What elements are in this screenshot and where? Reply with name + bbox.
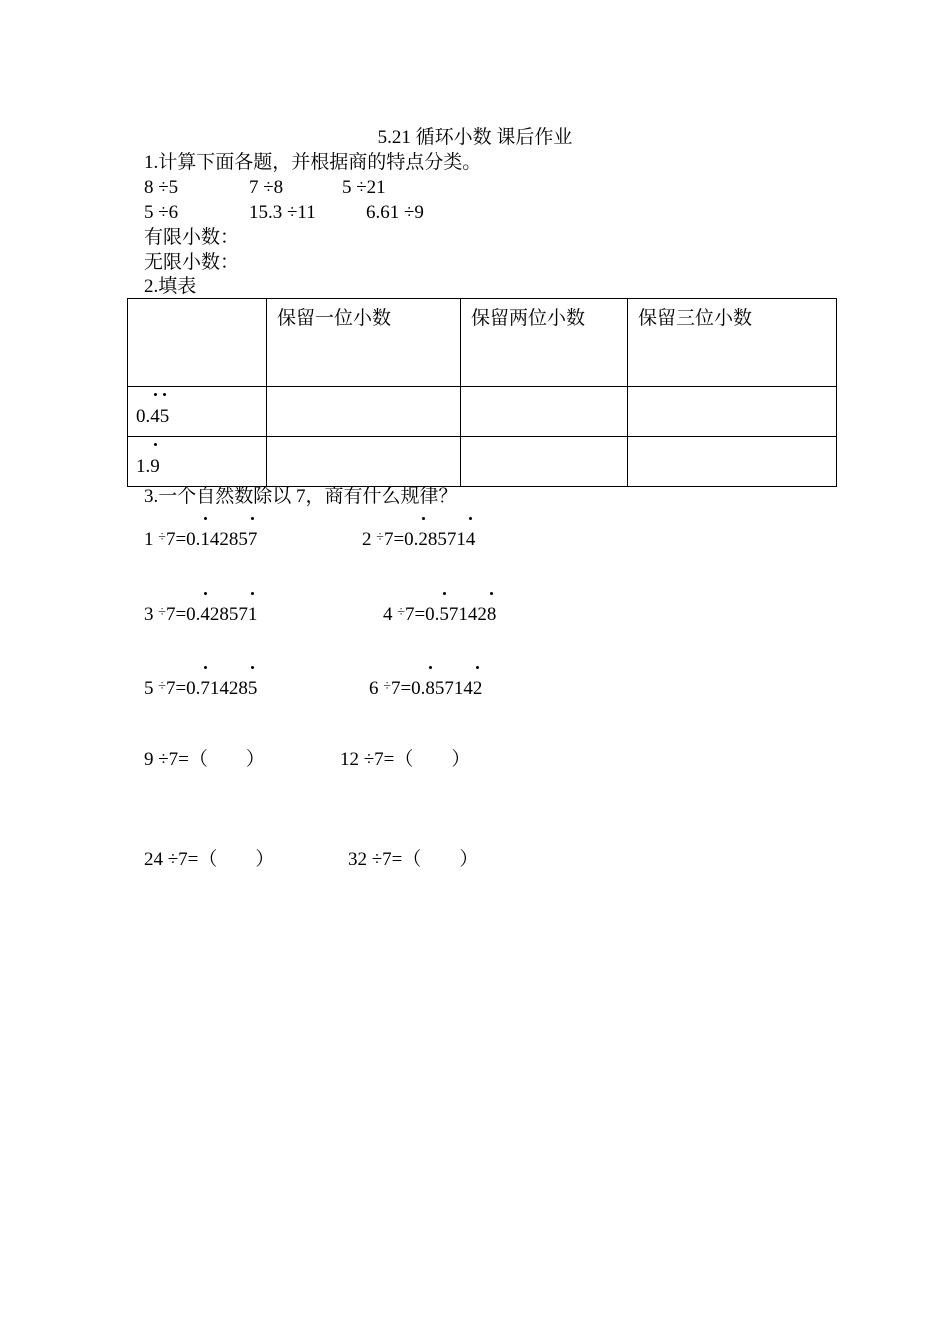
answer-cell[interactable] [267,437,461,487]
repeating-decimal: 1.9 [136,456,160,477]
q3-heading: 3.一个自然数除以 7，商有什么规律？ [144,486,458,507]
row-label-cell [128,437,267,487]
fill-table [127,298,837,487]
q1-expr: 7 ÷8 [249,177,284,198]
q1-expr: 15.3 ÷11 [249,202,316,223]
blank-equation: 24 ÷7=（ ） [144,849,275,870]
repeating-digit: 9 [150,456,160,477]
repeating-digit: 1 [200,529,210,550]
table-header-row [128,299,837,387]
repeating-digit: 8 [425,678,435,699]
q1-expr: 8 ÷5 [144,177,179,198]
repeating-digit: 8 [486,604,497,625]
q1-expr: 6.61 ÷9 [366,202,424,223]
example-equation: 4 ÷7=0.571428 [383,604,497,625]
repeating-digit: 7 [247,529,258,550]
answer-cell[interactable] [267,387,461,437]
example-equation: 2 ÷7=0.285714 [362,529,476,550]
answer-cell[interactable] [628,437,837,487]
table-header-cell: 保留三位小数 [628,299,837,387]
repeating-digit: 2 [472,678,483,699]
repeating-digit: 4 [150,406,160,427]
repeating-digit: 4 [200,604,210,625]
page-title: 5.21 循环小数 课后作业 [377,127,573,148]
example-equation: 3 ÷7=0.428571 [144,604,258,625]
row-label-cell [128,387,267,437]
finite-decimal-label: 有限小数： [144,227,240,248]
answer-cell[interactable] [461,387,628,437]
q1-expr: 5 ÷6 [144,202,179,223]
example-equation: 5 ÷7=0.714285 [144,678,258,699]
repeating-digit: 5 [439,604,449,625]
repeating-digit: 1 [247,604,258,625]
table-header-cell: 保留一位小数 [267,299,461,387]
answer-cell[interactable] [628,387,837,437]
example-equation: 6 ÷7=0.857142 [369,678,483,699]
example-equation: 1 ÷7=0.142857 [144,529,258,550]
repeating-digit: 4 [465,529,476,550]
blank-equation: 32 ÷7=（ ） [348,849,479,870]
table-row [128,387,837,437]
q2-heading: 2.填表 [144,276,197,297]
infinite-decimal-label: 无限小数： [144,252,240,273]
repeating-digit: 5 [159,406,170,427]
repeating-digit: 2 [418,529,428,550]
table-row [128,437,837,487]
answer-cell[interactable] [461,437,628,487]
q1-heading: 1.计算下面各题，并根据商的特点分类。 [144,152,482,173]
blank-equation: 9 ÷7=（ ） [144,749,265,770]
repeating-digit: 5 [247,678,258,699]
repeating-digit: 7 [200,678,210,699]
blank-equation: 12 ÷7=（ ） [340,749,471,770]
table-header-cell [128,299,267,387]
table-header-cell: 保留两位小数 [461,299,628,387]
q1-expr: 5 ÷21 [342,177,386,198]
repeating-decimal: 0.45 [136,406,170,427]
